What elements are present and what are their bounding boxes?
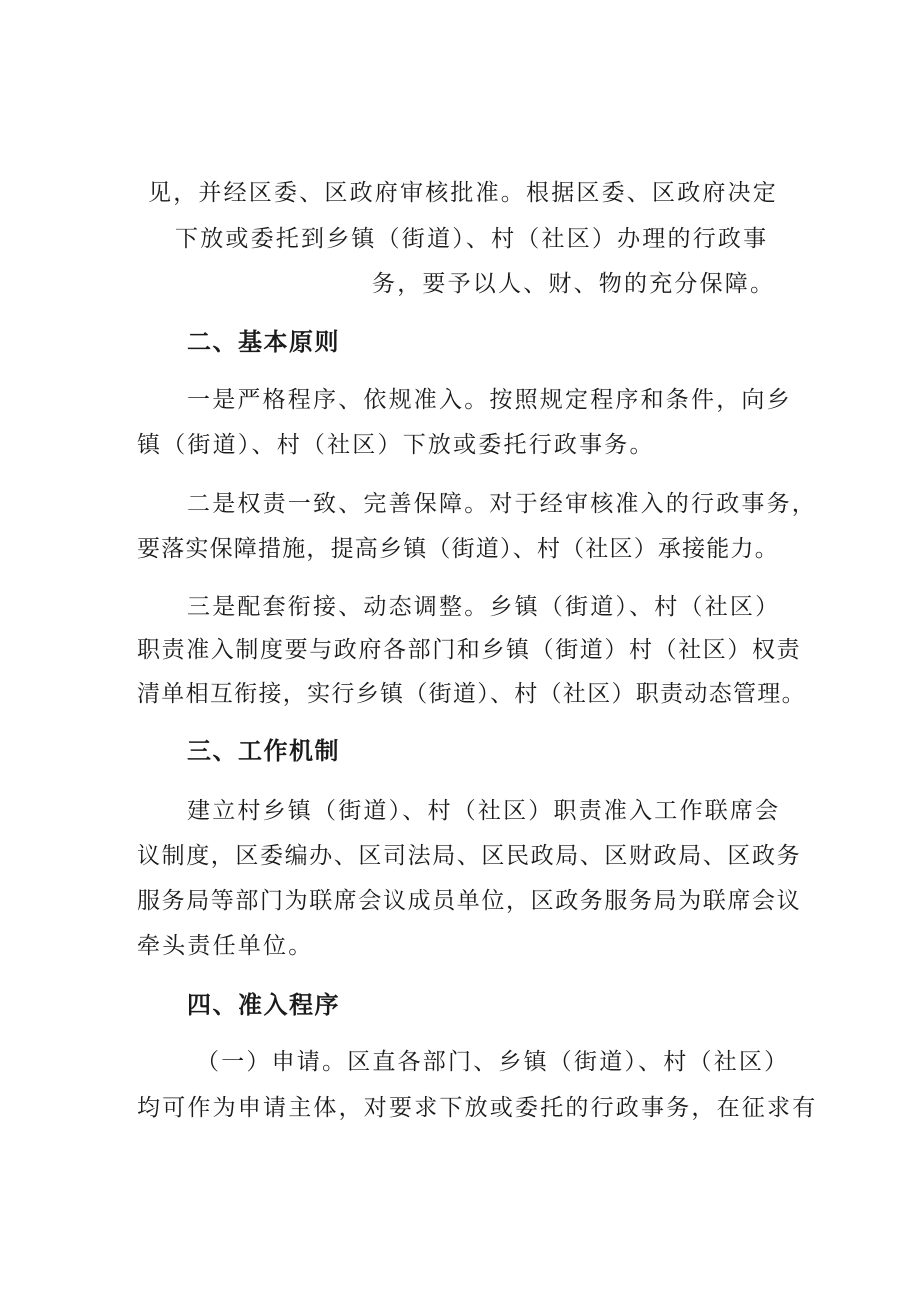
paragraph-line: 一是严格程序、依规准入。按照规定程序和条件，向乡 <box>187 387 792 413</box>
intro-line-2: 下放或委托到乡镇（街道）、村（社区）办理的行政事 <box>175 226 769 252</box>
paragraph-line: （一）申请。区直各部门、乡镇（街道）、村（社区） <box>196 1049 790 1075</box>
paragraph-line: 职责准入制度要与政府各部门和乡镇（街道）村（社区）权责 <box>137 637 802 663</box>
paragraph-line: 牵头责任单位。 <box>137 933 314 959</box>
paragraph-line: 建立村乡镇（街道）、村（社区）职责准入工作联席会 <box>187 798 781 824</box>
paragraph-line: 要落实保障措施，提高乡镇（街道）、村（社区）承接能力。 <box>137 536 779 562</box>
intro-line-3: 务，要予以人、财、物的充分保障。 <box>372 271 776 297</box>
paragraph-line: 议制度，区委编办、区司法局、区民政局、区财政局、区政务 <box>137 843 802 869</box>
paragraph-line: 清单相互衔接，实行乡镇（街道）、村（社区）职责动态管理。 <box>137 681 806 707</box>
paragraph-line: 均可作为申请主体，对要求下放或委托的行政事务，在征求有 <box>137 1095 818 1121</box>
intro-line-1: 见，并经区委、区政府审核批准。根据区委、区政府决定 <box>148 180 778 206</box>
paragraph-line: 三是配套衔接、动态调整。乡镇（街道）、村（社区） <box>187 594 781 620</box>
paragraph-line: 二是权责一致、完善保障。对于经审核准入的行政事务， <box>187 491 817 517</box>
section-heading-procedure: 四、准入程序 <box>187 991 340 1019</box>
section-heading-mechanism: 三、工作机制 <box>187 737 340 765</box>
paragraph-line: 镇（街道）、村（社区）下放或委托行政事务。 <box>137 432 655 458</box>
paragraph-line: 服务局等部门为联席会议成员单位，区政务服务局为联席会议 <box>137 888 802 914</box>
section-heading-principles: 二、基本原则 <box>187 328 340 356</box>
